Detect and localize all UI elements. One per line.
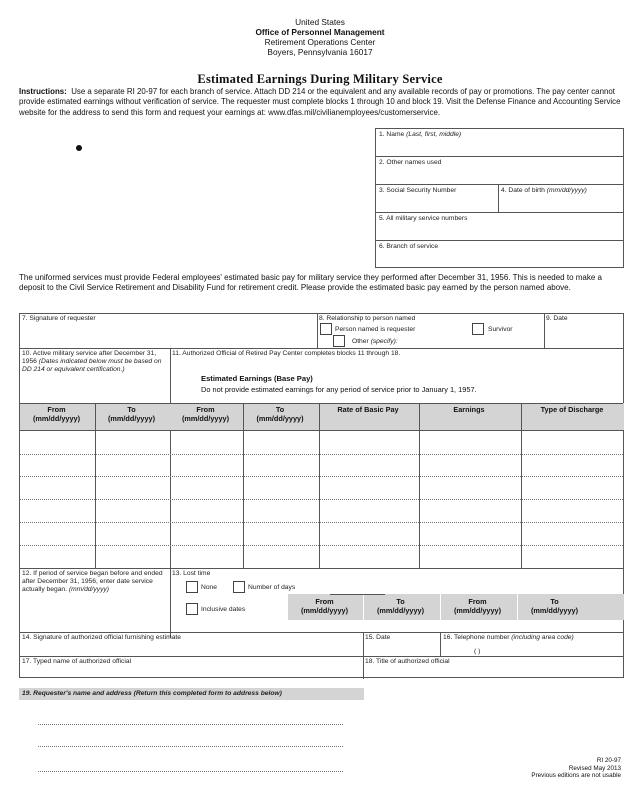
agency-name: Office of Personnel Management	[255, 27, 385, 37]
inclusive-dates-label: Inclusive dates	[201, 606, 246, 613]
address-line-3[interactable]	[38, 771, 343, 772]
bullet-mark	[76, 145, 82, 151]
agency-address: Boyers, Pennsylvania 16017	[267, 47, 373, 57]
other-names-field[interactable]: 2. Other names used	[379, 159, 442, 166]
instructions	[19, 87, 624, 118]
col-from-1: From (mm/dd/yyyy)	[32, 405, 81, 423]
col-to-1: To (mm/dd/yyyy)	[107, 405, 156, 423]
col-earnings: Earnings	[453, 405, 485, 414]
active-service-label: 10. Active military service after December 31, 1956 (Dates indicated below must be based on DD 214 or equivalent certification.)	[22, 350, 162, 373]
lost-time-none-label: None	[201, 584, 217, 591]
revision-date: Revised May 2013	[568, 764, 621, 772]
form-number: RI 20-97	[596, 757, 621, 764]
branch-field[interactable]: 6. Branch of service	[379, 243, 439, 250]
edition-note: Previous editions are not usable	[531, 772, 621, 780]
authorized-official-note: 11. Authorized Official of Retired Pay Center completes blocks 11 through 18.	[172, 350, 401, 357]
lost-from-1: From (mm/dd/yyyy)	[300, 597, 349, 615]
other-label: Other (specify):	[352, 338, 398, 345]
address-line-1[interactable]	[38, 724, 343, 725]
lost-time-label: 13. Lost time	[172, 570, 211, 577]
person-named-label: Person named is requester	[335, 326, 416, 333]
earnings-note: Do not provide estimated earnings for any period of service prior to January 1, 1957.	[201, 385, 477, 394]
official-name-field[interactable]: 17. Typed name of authorized official	[22, 658, 132, 665]
other-checkbox[interactable]	[333, 335, 345, 347]
dob-field[interactable]: 4. Date of birth (mm/dd/yyyy)	[501, 187, 587, 194]
agency-center: Retirement Operations Center	[264, 37, 376, 47]
estimated-earnings-heading: Estimated Earnings (Base Pay)	[201, 374, 313, 383]
relationship-label: 8. Relationship to person named	[319, 315, 416, 322]
telephone-paren: ( )	[474, 648, 481, 655]
purpose-paragraph: The uniformed services must provide Federal employees' estimated basic pay for military service they performed after December 31, 1956. This is needed to make a deposit to the Civil Service Retirement and Disability Fund for retirement credit. Please provide the estimated basic pay earned by the person named above.	[19, 273, 602, 293]
agency-country: United States	[295, 17, 345, 27]
service-numbers-field[interactable]: 5. All military service numbers	[379, 215, 468, 222]
address-line-2[interactable]	[38, 746, 343, 747]
requester-date-field[interactable]: 9. Date	[546, 315, 568, 322]
telephone-field[interactable]: 16. Telephone number (including area code)	[443, 634, 574, 641]
lost-to-1: To (mm/dd/yyyy)	[376, 597, 425, 615]
lost-time-days-checkbox[interactable]	[233, 581, 245, 593]
survivor-label: Survivor	[488, 326, 513, 333]
person-named-checkbox[interactable]	[320, 323, 332, 335]
survivor-checkbox[interactable]	[472, 323, 484, 335]
ssn-field[interactable]: 3. Social Security Number	[379, 187, 457, 194]
lost-to-2: To (mm/dd/yyyy)	[530, 597, 579, 615]
return-address-label: 19. Requester's name and address (Return this completed form to address below)	[22, 690, 282, 697]
identity-block	[375, 128, 624, 268]
requester-signature-field[interactable]: 7. Signature of requester	[22, 315, 96, 322]
instructions-text: Use a separate RI 20-97 for each branch of service. Attach DD 214 or the equivalent and any available records of pay or promotions. The pay center cannot provide estimated earnings without verification of service. The requester must complete blocks 1 through 10 and block 19. Visit the Defense Finance and Accounting Service website for the address to send this form and request your earnings at: www.dfas.mil/civilianemployees/customerservice.	[19, 87, 621, 117]
name-field[interactable]: 1. Name (Last, first, middle)	[379, 131, 462, 138]
form-footer	[531, 757, 621, 780]
col-to-2: To (mm/dd/yyyy)	[256, 405, 304, 423]
lost-time-none-checkbox[interactable]	[186, 581, 198, 593]
official-title-field[interactable]: 18. Title of authorized official	[365, 658, 450, 665]
official-signature-field[interactable]: 14. Signature of authorized official furnishing estimate	[22, 634, 181, 641]
inclusive-dates-checkbox[interactable]	[186, 603, 198, 615]
col-discharge: Type of Discharge	[540, 405, 604, 414]
col-rate: Rate of Basic Pay	[337, 405, 399, 414]
service-began-field[interactable]: 12. If period of service began before and ended after December 31, 1956, enter date service actually began. (mm/dd/yyyy)	[22, 570, 163, 593]
instructions-label: Instructions:	[19, 87, 67, 96]
form-title: Estimated Earnings During Military Service	[197, 72, 443, 86]
col-from-2: From (mm/dd/yyyy)	[181, 405, 230, 423]
official-date-field[interactable]: 15. Date	[365, 634, 391, 641]
lost-time-days-label: Number of days	[248, 584, 296, 591]
lost-from-2: From (mm/dd/yyyy)	[453, 597, 502, 615]
